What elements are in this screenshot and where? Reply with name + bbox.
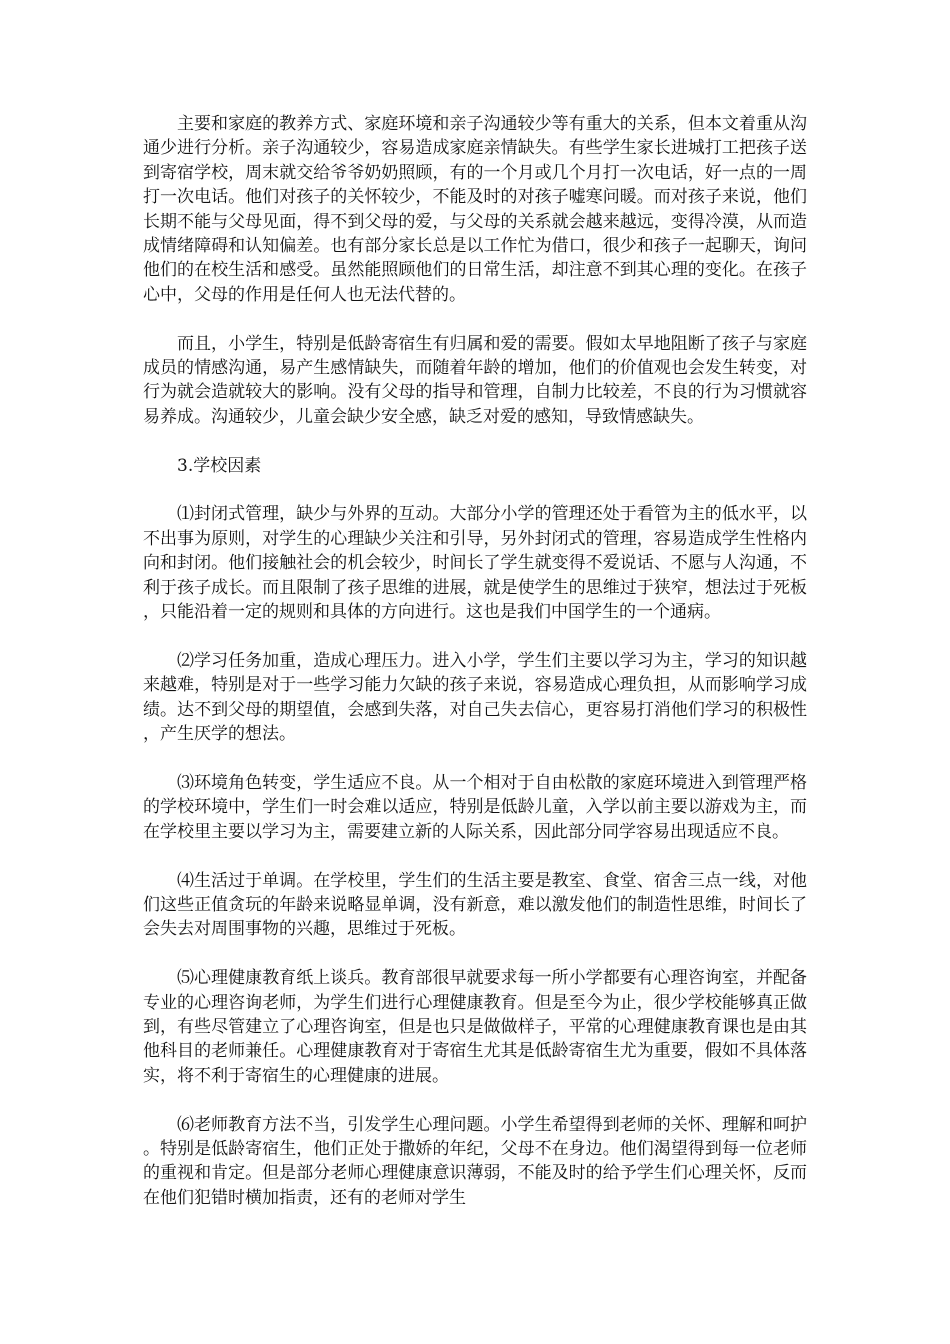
- section-heading-school-factors: 3.学校因素: [177, 455, 262, 476]
- paragraph-environment-change: ⑶环境角色转变，学生适应不良。从一个相对于自由松散的家庭环境进入到管理严格的学校环境中，学生们一时会难以适应，特别是低龄儿童，入学以前主要以游戏为主，而在学校里主要以学习为主，需要建立新的人际关系，因此部分同学容易出现适应不良。: [143, 772, 807, 842]
- paragraph-monotonous-life: ⑷生活过于单调。在学校里，学生们的生活主要是教室、食堂、宿舍三点一线，对他们这些正值贪玩的年龄来说略显单调，没有新意，难以激发他们的制造性思维，时间长了会失去对周围事物的兴趣，思维过于死板。: [143, 870, 807, 940]
- paragraph-mental-health-education: ⑸心理健康教育纸上谈兵。教育部很早就要求每一所小学都要有心理咨询室，并配备专业的心理咨询老师，为学生们进行心理健康教育。但是至今为止，很少学校能够真正做到，有些尽管建立了心理咨询室，但是也只是做做样子，平常的心理健康教育课也是由其他科目的老师兼任。心理健康教育对于寄宿生尤其是低龄寄宿生尤为重要，假如不具体落实，将不利于寄宿生的心理健康的进展。: [143, 968, 807, 1086]
- document-page: [143, 112, 807, 1210]
- paragraph-closed-management: ⑴封闭式管理，缺少与外界的互动。大部分小学的管理还处于看管为主的低水平，以不出事为原则，对学生的心理缺少关注和引导，另外封闭式的管理，容易造成学生性格内向和封闭。他们接触社会的机会较少，时间长了学生就变得不爱说话、不愿与人沟通，不利于孩子成长。而且限制了孩子思维的进展，就是使学生的思维过于狭窄，想法过于死板，只能沿着一定的规则和具体的方向进行。这也是我们中国学生的一个通病。: [143, 504, 807, 623]
- paragraph-family-communication: 主要和家庭的教养方式、家庭环境和亲子沟通较少等有重大的关系，但本文着重从沟通少进行分析。亲子沟通较少，容易造成家庭亲情缺失。有些学生家长进城打工把孩子送到寄宿学校，周末就交给爷爷奶奶照顾，有的一个月或几个月打一次电话，好一点的一周打一次电话。他们对孩子的关怀较少，不能及时的对孩子嘘寒问暖。而对孩子来说，他们长期不能与父母见面，得不到父母的爱，与父母的关系就会越来越远，变得冷漠，从而造成情绪障碍和认知偏差。也有部分家长总是以工作忙为借口，很少和孩子一起聊天，询问他们的在校生活和感受。虽然能照顾他们的日常生活，却注意不到其心理的变化。在孩子心中，父母的作用是任何人也无法代替的。: [143, 114, 807, 305]
- paragraph-belonging-needs: 而且，小学生，特别是低龄寄宿生有归属和爱的需要。假如太早地阻断了孩子与家庭成员的情感沟通，易产生感情缺失，而随着年龄的增加，他们的价值观也会发生转变，对行为就会造就较大的影响。没有父母的指导和管理，自制力比较差，不良的行为习惯就容易养成。沟通较少，儿童会缺少安全感，缺乏对爱的感知，导致情感缺失。: [143, 333, 807, 427]
- paragraph-teacher-methods: ⑹老师教育方法不当，引发学生心理问题。小学生希望得到老师的关怀、理解和呵护。特别是低龄寄宿生，他们正处于撒娇的年纪，父母不在身边。他们渴望得到每一位老师的重视和肯定。但是部分老师心理健康意识薄弱，不能及时的给予学生们心理关怀，反而在他们犯错时横加指责，还有的老师对学生: [143, 1114, 807, 1208]
- paragraph-study-pressure: ⑵学习任务加重，造成心理压力。进入小学，学生们主要以学习为主，学习的知识越来越难，特别是对于一些学习能力欠缺的孩子来说，容易造成心理负担，从而影响学习成绩。达不到父母的期望值，会感到失落，对自己失去信心，更容易打消他们学习的积极性，产生厌学的想法。: [143, 650, 807, 745]
